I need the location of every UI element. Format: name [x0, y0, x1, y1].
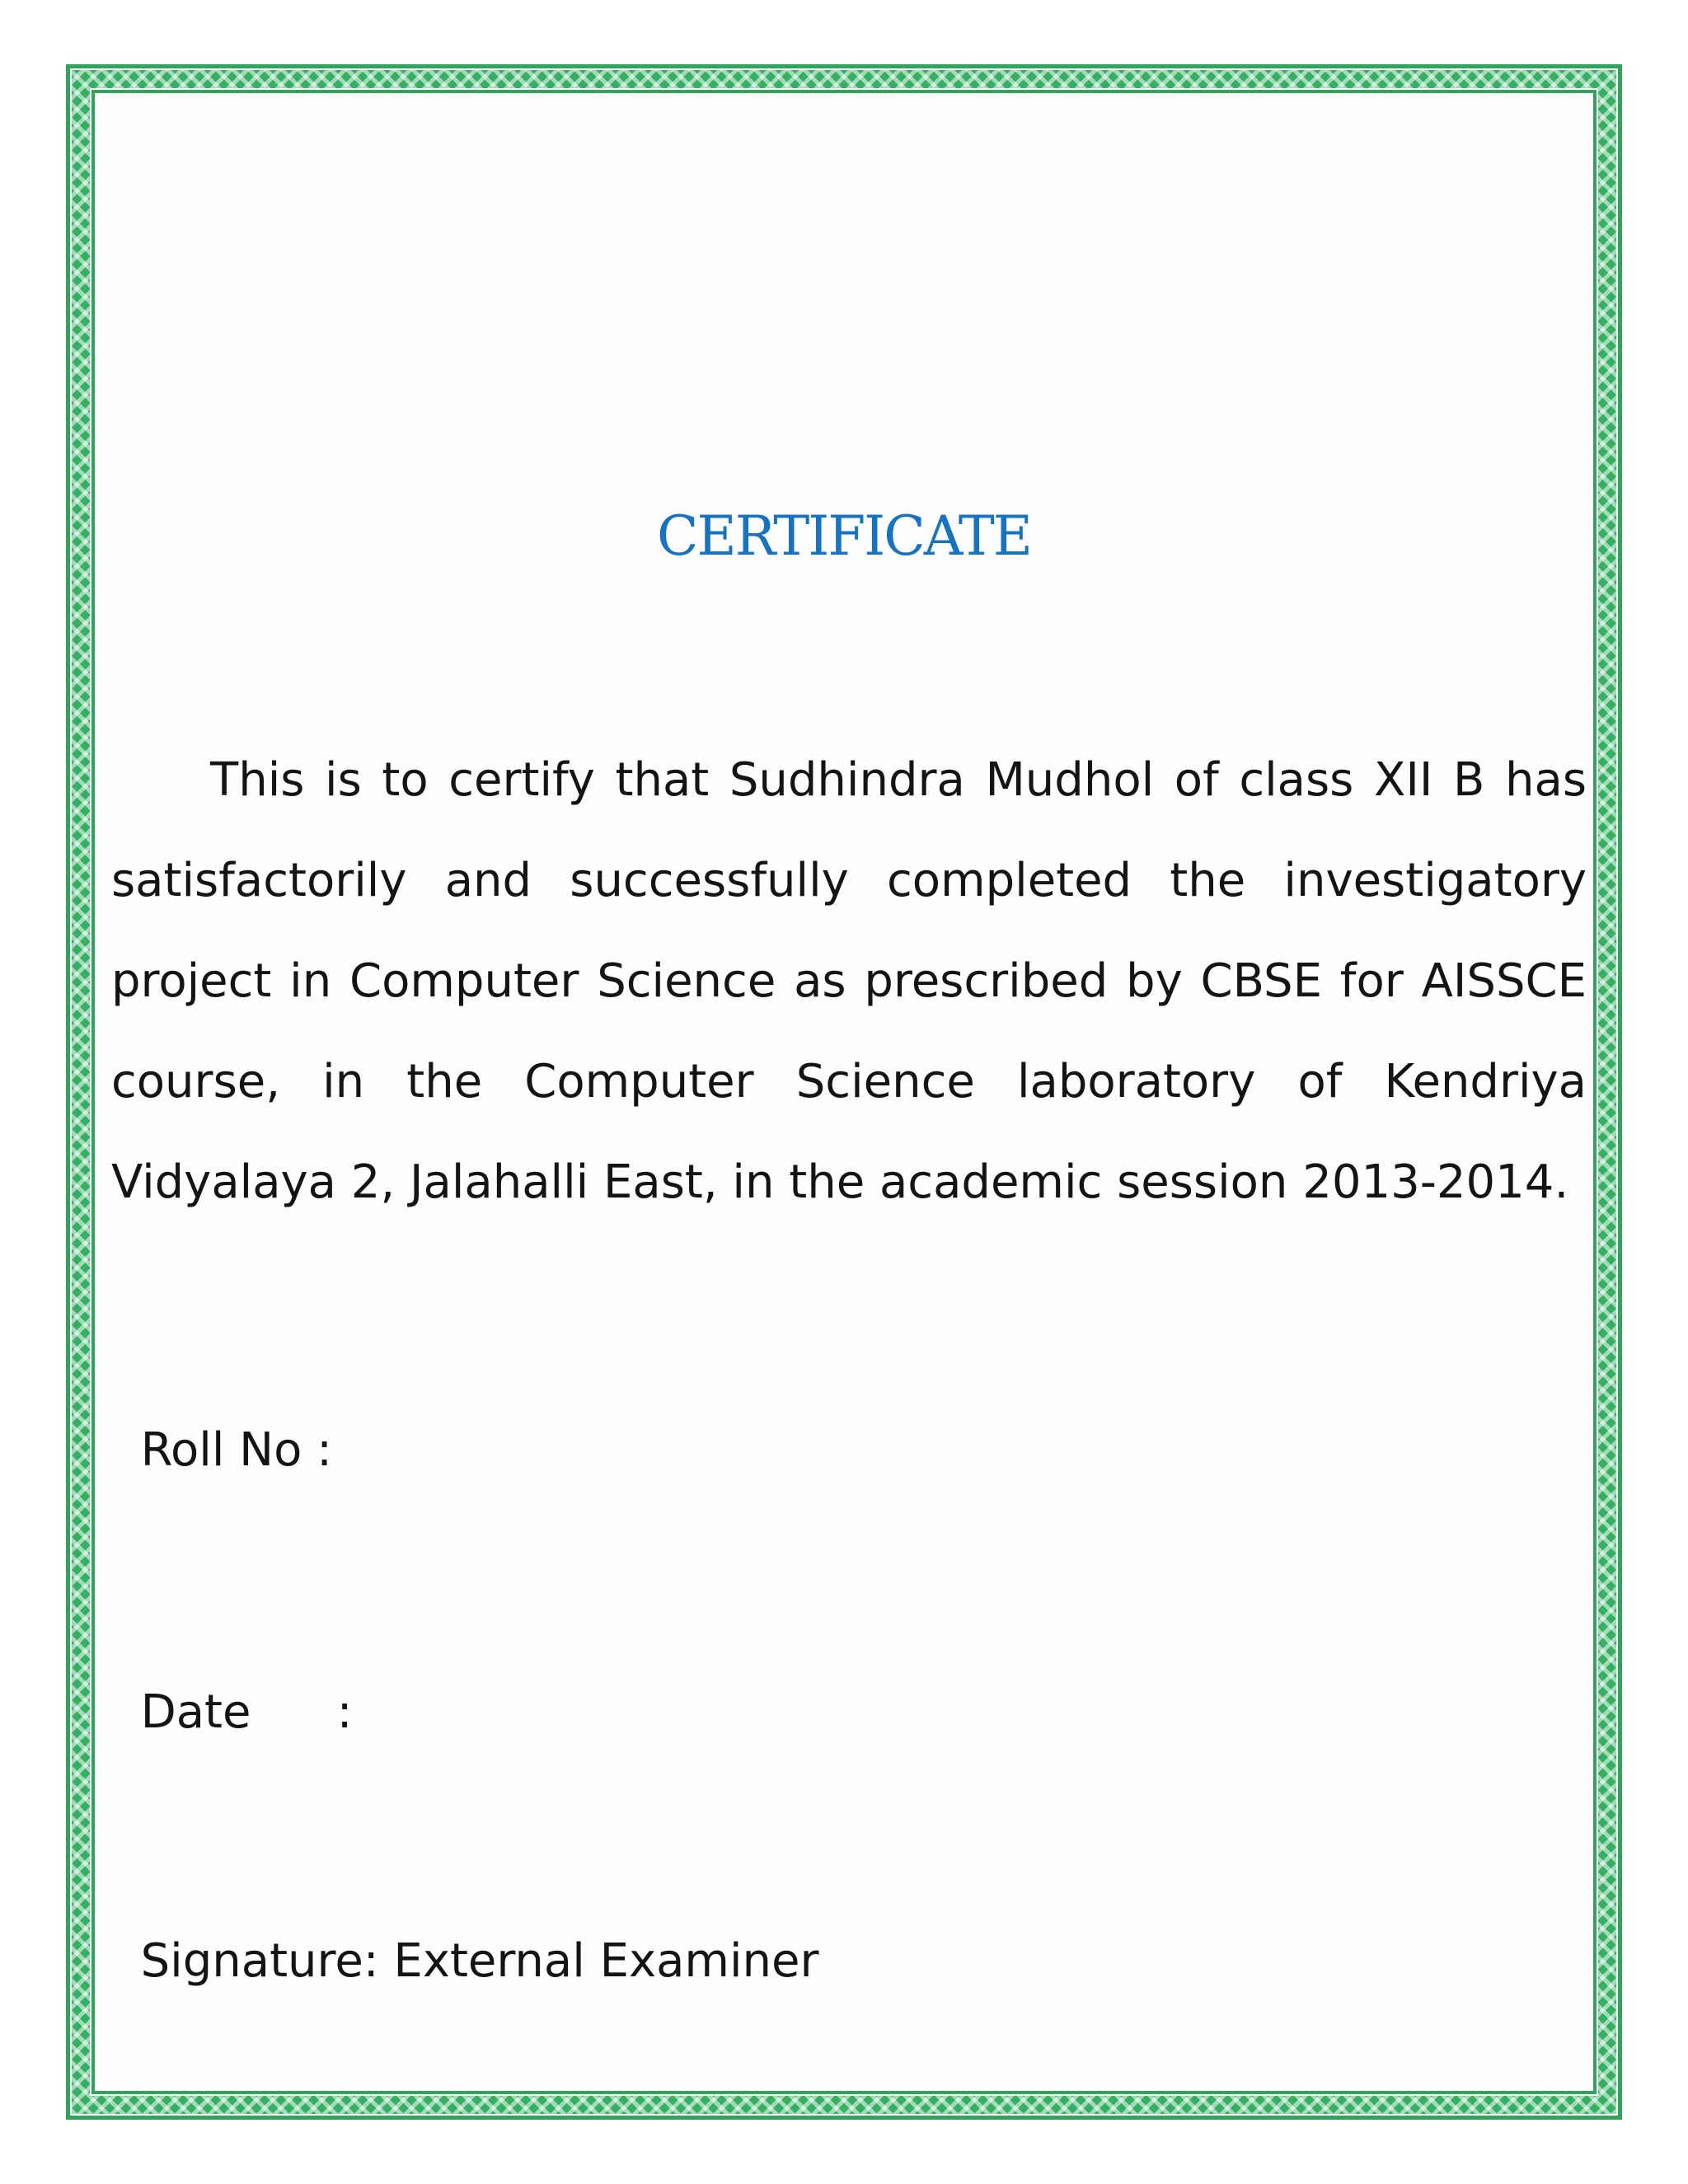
certificate-title: CERTIFICATE [657, 504, 1031, 568]
roll-number-field [111, 1370, 332, 1477]
date-label: Date [140, 1685, 251, 1739]
signature-label: Signature: External Examiner [140, 1934, 819, 1988]
date-field [111, 1632, 352, 1739]
date-colon: : [336, 1685, 353, 1739]
signature-field [111, 1881, 819, 1988]
roll-number-label: Roll No : [140, 1423, 333, 1477]
certificate-statement: This is to certify that Sudhindra Mudhol of class XII B has satisfactorily and successfully completed the investigatory project in Computer Science as prescribed by CBSE for AISSCE course, in the Computer Science laboratory of Kendriya Vidyalaya 2, Jalahalli East, in the academic session 2013-2014. [111, 753, 1587, 1209]
